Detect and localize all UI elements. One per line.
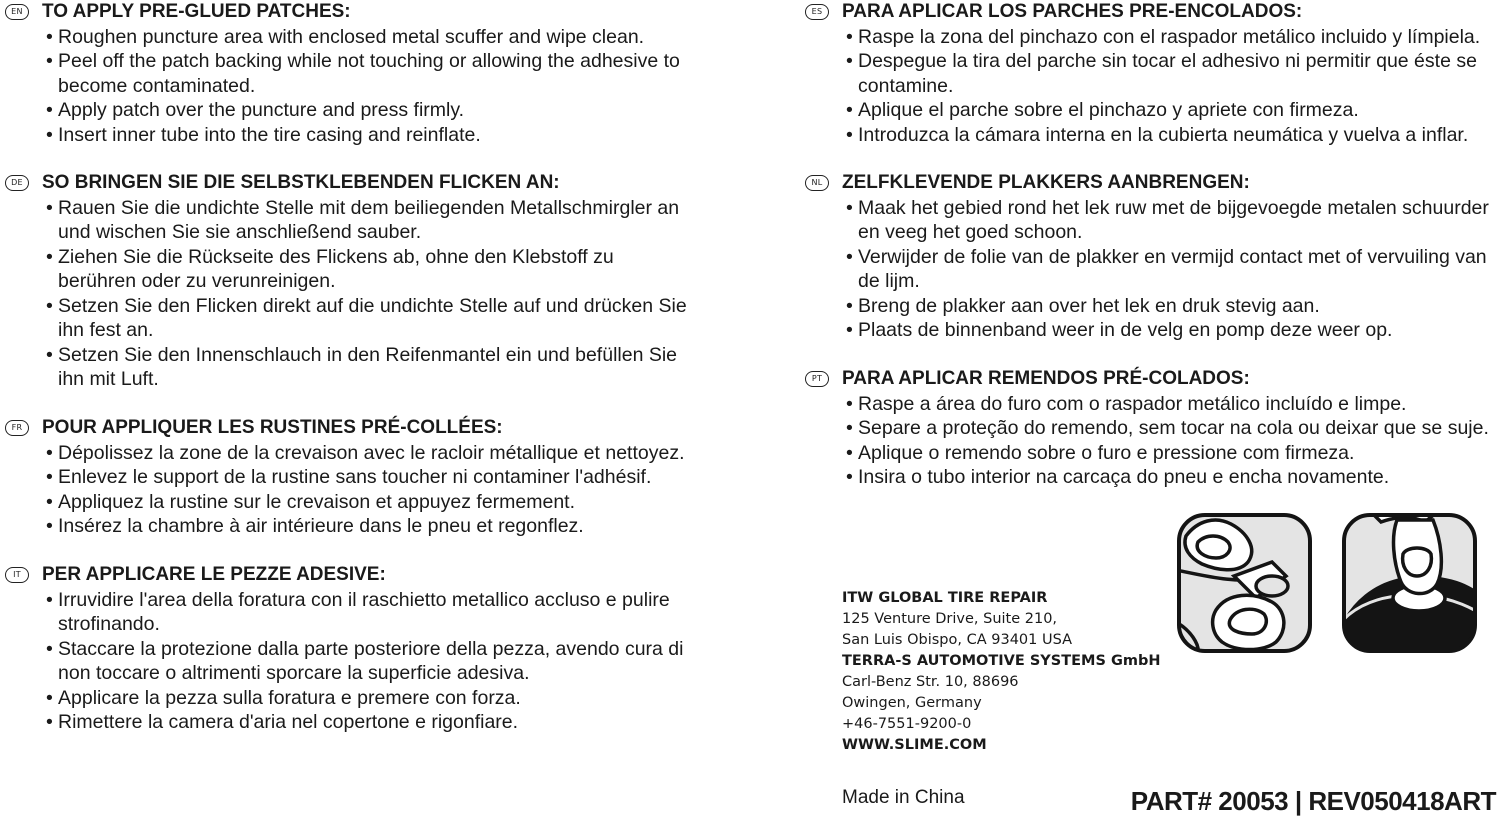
language-badge-fr: FR (5, 420, 29, 436)
country-of-origin: Made in China (842, 787, 965, 808)
instruction-item: • Introduzca la cámara interna en la cubierta neumática y vuelva a inflar. (842, 123, 1495, 148)
language-badge-nl: NL (805, 175, 829, 191)
instruction-list-de (5, 196, 695, 392)
instruction-item: • Insérez la chambre à air intérieure dans le pneu et regonflez. (42, 514, 685, 539)
section-title-en: TO APPLY PRE-GLUED PATCHES: (42, 1, 351, 22)
instruction-item: • Separe a proteção do remendo, sem tocar na cola ou deixar que se suje. (842, 416, 1495, 441)
language-badge-en: EN (5, 4, 29, 20)
phone-number: +46-7551-9200-0 (842, 716, 972, 732)
section-fr (5, 416, 685, 539)
instruction-item: • Despegue la tira del parche sin tocar el adhesivo ni permitir que éste se contamine. (842, 49, 1495, 98)
section-title-de: SO BRINGEN SIE DIE SELBSTKLEBENDEN FLICKEN AN: (42, 172, 560, 193)
address-line: San Luis Obispo, CA 93401 USA (842, 632, 1072, 648)
section-en (5, 0, 685, 147)
instruction-item: • Insira o tubo interior na carcaça do pneu e encha novamente. (842, 465, 1495, 490)
address-line: Carl-Benz Str. 10, 88696 (842, 674, 1019, 690)
part-number: PART# 20053 | REV050418ART (1130, 786, 1496, 816)
instruction-item: • Roughen puncture area with enclosed metal scuffer and wipe clean. (42, 25, 685, 50)
section-de (5, 171, 695, 392)
website-url: WWW.SLIME.COM (842, 737, 987, 753)
instruction-item: • Insert inner tube into the tire casing and reinflate. (42, 123, 685, 148)
instruction-item: • Raspe a área do furo com o raspador metálico incluído e limpe. (842, 392, 1495, 417)
instruction-item: • Setzen Sie den Flicken direkt auf die undichte Stelle auf und drücken Sie ihn fest an. (42, 294, 695, 343)
instruction-item: • Rimettere la camera d'aria nel copertone e rigonfiare. (42, 710, 695, 735)
instruction-item: • Peel off the patch backing while not touching or allowing the adhesive to become contaminated. (42, 49, 685, 98)
instruction-item: • Ziehen Sie die Rückseite des Flickens ab, ohne den Klebstoff zu berühren oder zu verunreinigen. (42, 245, 695, 294)
instruction-item: • Apply patch over the puncture and press firmly. (42, 98, 685, 123)
section-it (5, 563, 695, 735)
section-es (805, 0, 1495, 147)
instruction-item: • Verwijder de folie van de plakker en vermijd contact met of vervuiling van de lijm. (842, 245, 1495, 294)
instruction-item: • Maak het gebied rond het lek ruw met de bijgevoegde metalen schuurder en veeg het goed schoon. (842, 196, 1495, 245)
section-title-it: PER APPLICARE LE PEZZE ADESIVE: (42, 564, 386, 585)
section-pt (805, 367, 1495, 490)
section-title-es: PARA APLICAR LOS PARCHES PRE-ENCOLADOS: (842, 1, 1303, 22)
language-badge-es: ES (805, 4, 829, 20)
instruction-item: • Aplique o remendo sobre o furo e pressione com firmeza. (842, 441, 1495, 466)
section-nl (805, 171, 1495, 343)
instruction-list-fr (5, 441, 685, 539)
instruction-list-nl (805, 196, 1495, 343)
instruction-item: • Raspe la zona del pinchazo con el raspador metálico incluido y límpiela. (842, 25, 1495, 50)
instruction-item: • Rauen Sie die undichte Stelle mit dem beiliegenden Metallschmirgler an und wischen Sie sie anschließend sauber. (42, 196, 695, 245)
section-title-pt: PARA APLICAR REMENDOS PRÉ-COLADOS: (842, 368, 1250, 389)
instruction-item: • Appliquez la rustine sur le crevaison et appuyez fermement. (42, 490, 685, 515)
instruction-item: • Applicare la pezza sulla foratura e premere con forza. (42, 686, 695, 711)
manufacturer-address (842, 588, 1172, 756)
language-badge-pt: PT (805, 371, 829, 387)
instruction-list-es (805, 25, 1495, 148)
peel-patch-illustration (1176, 512, 1313, 654)
instruction-item: • Irruvidire l'area della foratura con il raschietto metallico accluso e pulire strofinando. (42, 588, 695, 637)
instruction-item: • Dépolissez la zone de la crevaison avec le racloir métallique et nettoyez. (42, 441, 685, 466)
company-name-itw: ITW GLOBAL TIRE REPAIR (842, 590, 1048, 606)
instruction-item: • Breng de plakker aan over het lek en druk stevig aan. (842, 294, 1495, 319)
instruction-item: • Aplique el parche sobre el pinchazo y apriete con firmeza. (842, 98, 1495, 123)
instruction-item: • Setzen Sie den Innenschlauch in den Reifenmantel ein und befüllen Sie ihn mit Luft. (42, 343, 695, 392)
instruction-list-pt (805, 392, 1495, 490)
language-badge-de: DE (5, 175, 29, 191)
address-line: 125 Venture Drive, Suite 210, (842, 611, 1058, 627)
language-badge-it: IT (5, 567, 29, 583)
press-patch-illustration (1341, 512, 1478, 654)
instruction-list-en (5, 25, 685, 148)
instruction-item: • Plaats de binnenband weer in de velg en pomp deze weer op. (842, 318, 1495, 343)
section-title-nl: ZELFKLEVENDE PLAKKERS AANBRENGEN: (842, 172, 1250, 193)
instruction-item: • Enlevez le support de la rustine sans toucher ni contaminer l'adhésif. (42, 465, 685, 490)
section-title-fr: POUR APPLIQUER LES RUSTINES PRÉ-COLLÉES: (42, 417, 503, 438)
instruction-list-it (5, 588, 695, 735)
company-name-terra-s: TERRA-S AUTOMOTIVE SYSTEMS GmbH (842, 653, 1161, 669)
instruction-item: • Staccare la protezione dalla parte posteriore della pezza, avendo cura di non toccare o altrimenti sporcare la superficie adesiva. (42, 637, 695, 686)
address-line: Owingen, Germany (842, 695, 982, 711)
